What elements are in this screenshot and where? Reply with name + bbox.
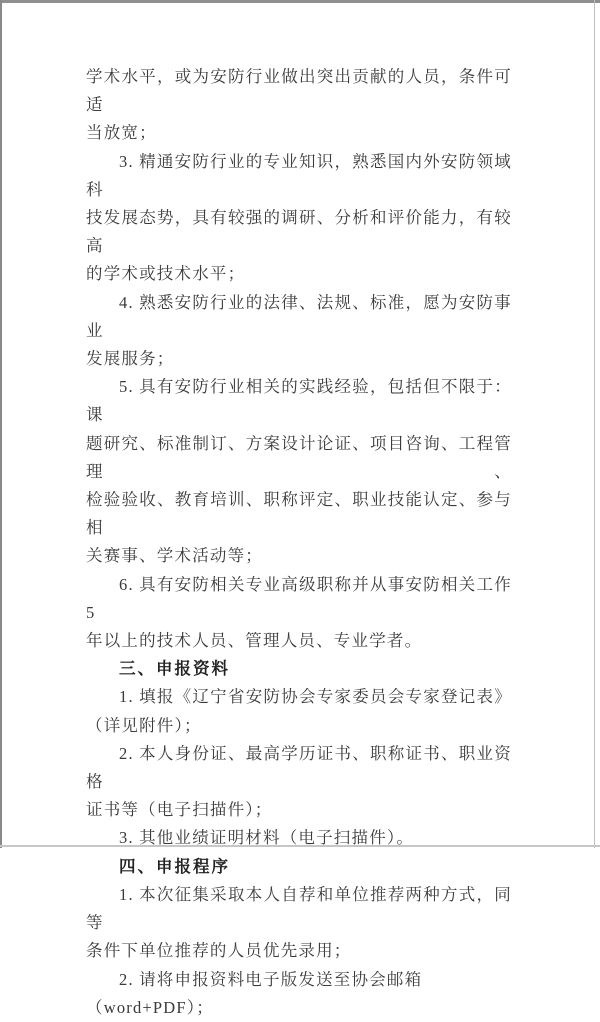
text-line: 年以上的技术人员、管理人员、专业学者。	[86, 631, 423, 651]
text-line-item-2: 2. 本人身份证、最高学历证书、职称证书、职业资格	[86, 743, 512, 792]
text-line: （详见附件）；	[86, 715, 202, 735]
scan-edge-left	[0, 0, 2, 848]
document-body	[86, 63, 512, 1022]
section-heading-application-materials: 三、申报资料	[119, 660, 230, 679]
text-line: 技发展态势，具有较强的调研、分析和评价能力，有较高	[86, 208, 512, 256]
text-line: 关赛事、学术活动等；	[86, 546, 263, 566]
text-line-item-5: 5. 具有安防行业相关的实践经验，包括但不限于：课	[86, 377, 512, 425]
text-line: 的学术或技术水平；	[86, 264, 246, 284]
text-line: 题研究、标准制订、方案设计论证、项目咨询、工程管理、	[86, 433, 512, 481]
text-line: 检验验收、教育培训、职称评定、职业技能认定、参与相	[86, 490, 512, 538]
scan-edge-top	[0, 0, 600, 3]
text-line-item-2b: 2. 请将申报资料电子版发送至协会邮箱（word+PDF）；	[86, 969, 423, 1017]
text-line-item-3b: 3. 其他业绩证明材料（电子扫描件）。	[119, 828, 415, 848]
text-line: 当放宽；	[86, 123, 157, 143]
text-line-item-6: 6. 具有安防相关专业高级职称并从事安防相关工作 5	[86, 574, 512, 622]
scan-edge-right	[594, 0, 595, 848]
text-line-item-3: 3. 精通安防行业的专业知识，熟悉国内外安防领域科	[86, 151, 512, 199]
text-line: 学术水平，或为安防行业做出突出贡献的人员，条件可适	[86, 67, 512, 115]
section-heading-application-procedure: 四、申报程序	[119, 857, 230, 876]
text-line: 证书等（电子扫描件）；	[86, 800, 273, 820]
text-line: 发展服务；	[86, 349, 175, 369]
text-line: 条件下单位推荐的人员优先录用；	[86, 941, 352, 961]
text-line-item-4: 4. 熟悉安防行业的法律、法规、标准，愿为安防事业	[86, 292, 512, 340]
text-line-item-1: 1. 填报《辽宁省安防协会专家委员会专家登记表》	[119, 687, 512, 707]
text-line-item-1b: 1. 本次征集采取本人自荐和单位推荐两种方式，同等	[86, 884, 512, 933]
